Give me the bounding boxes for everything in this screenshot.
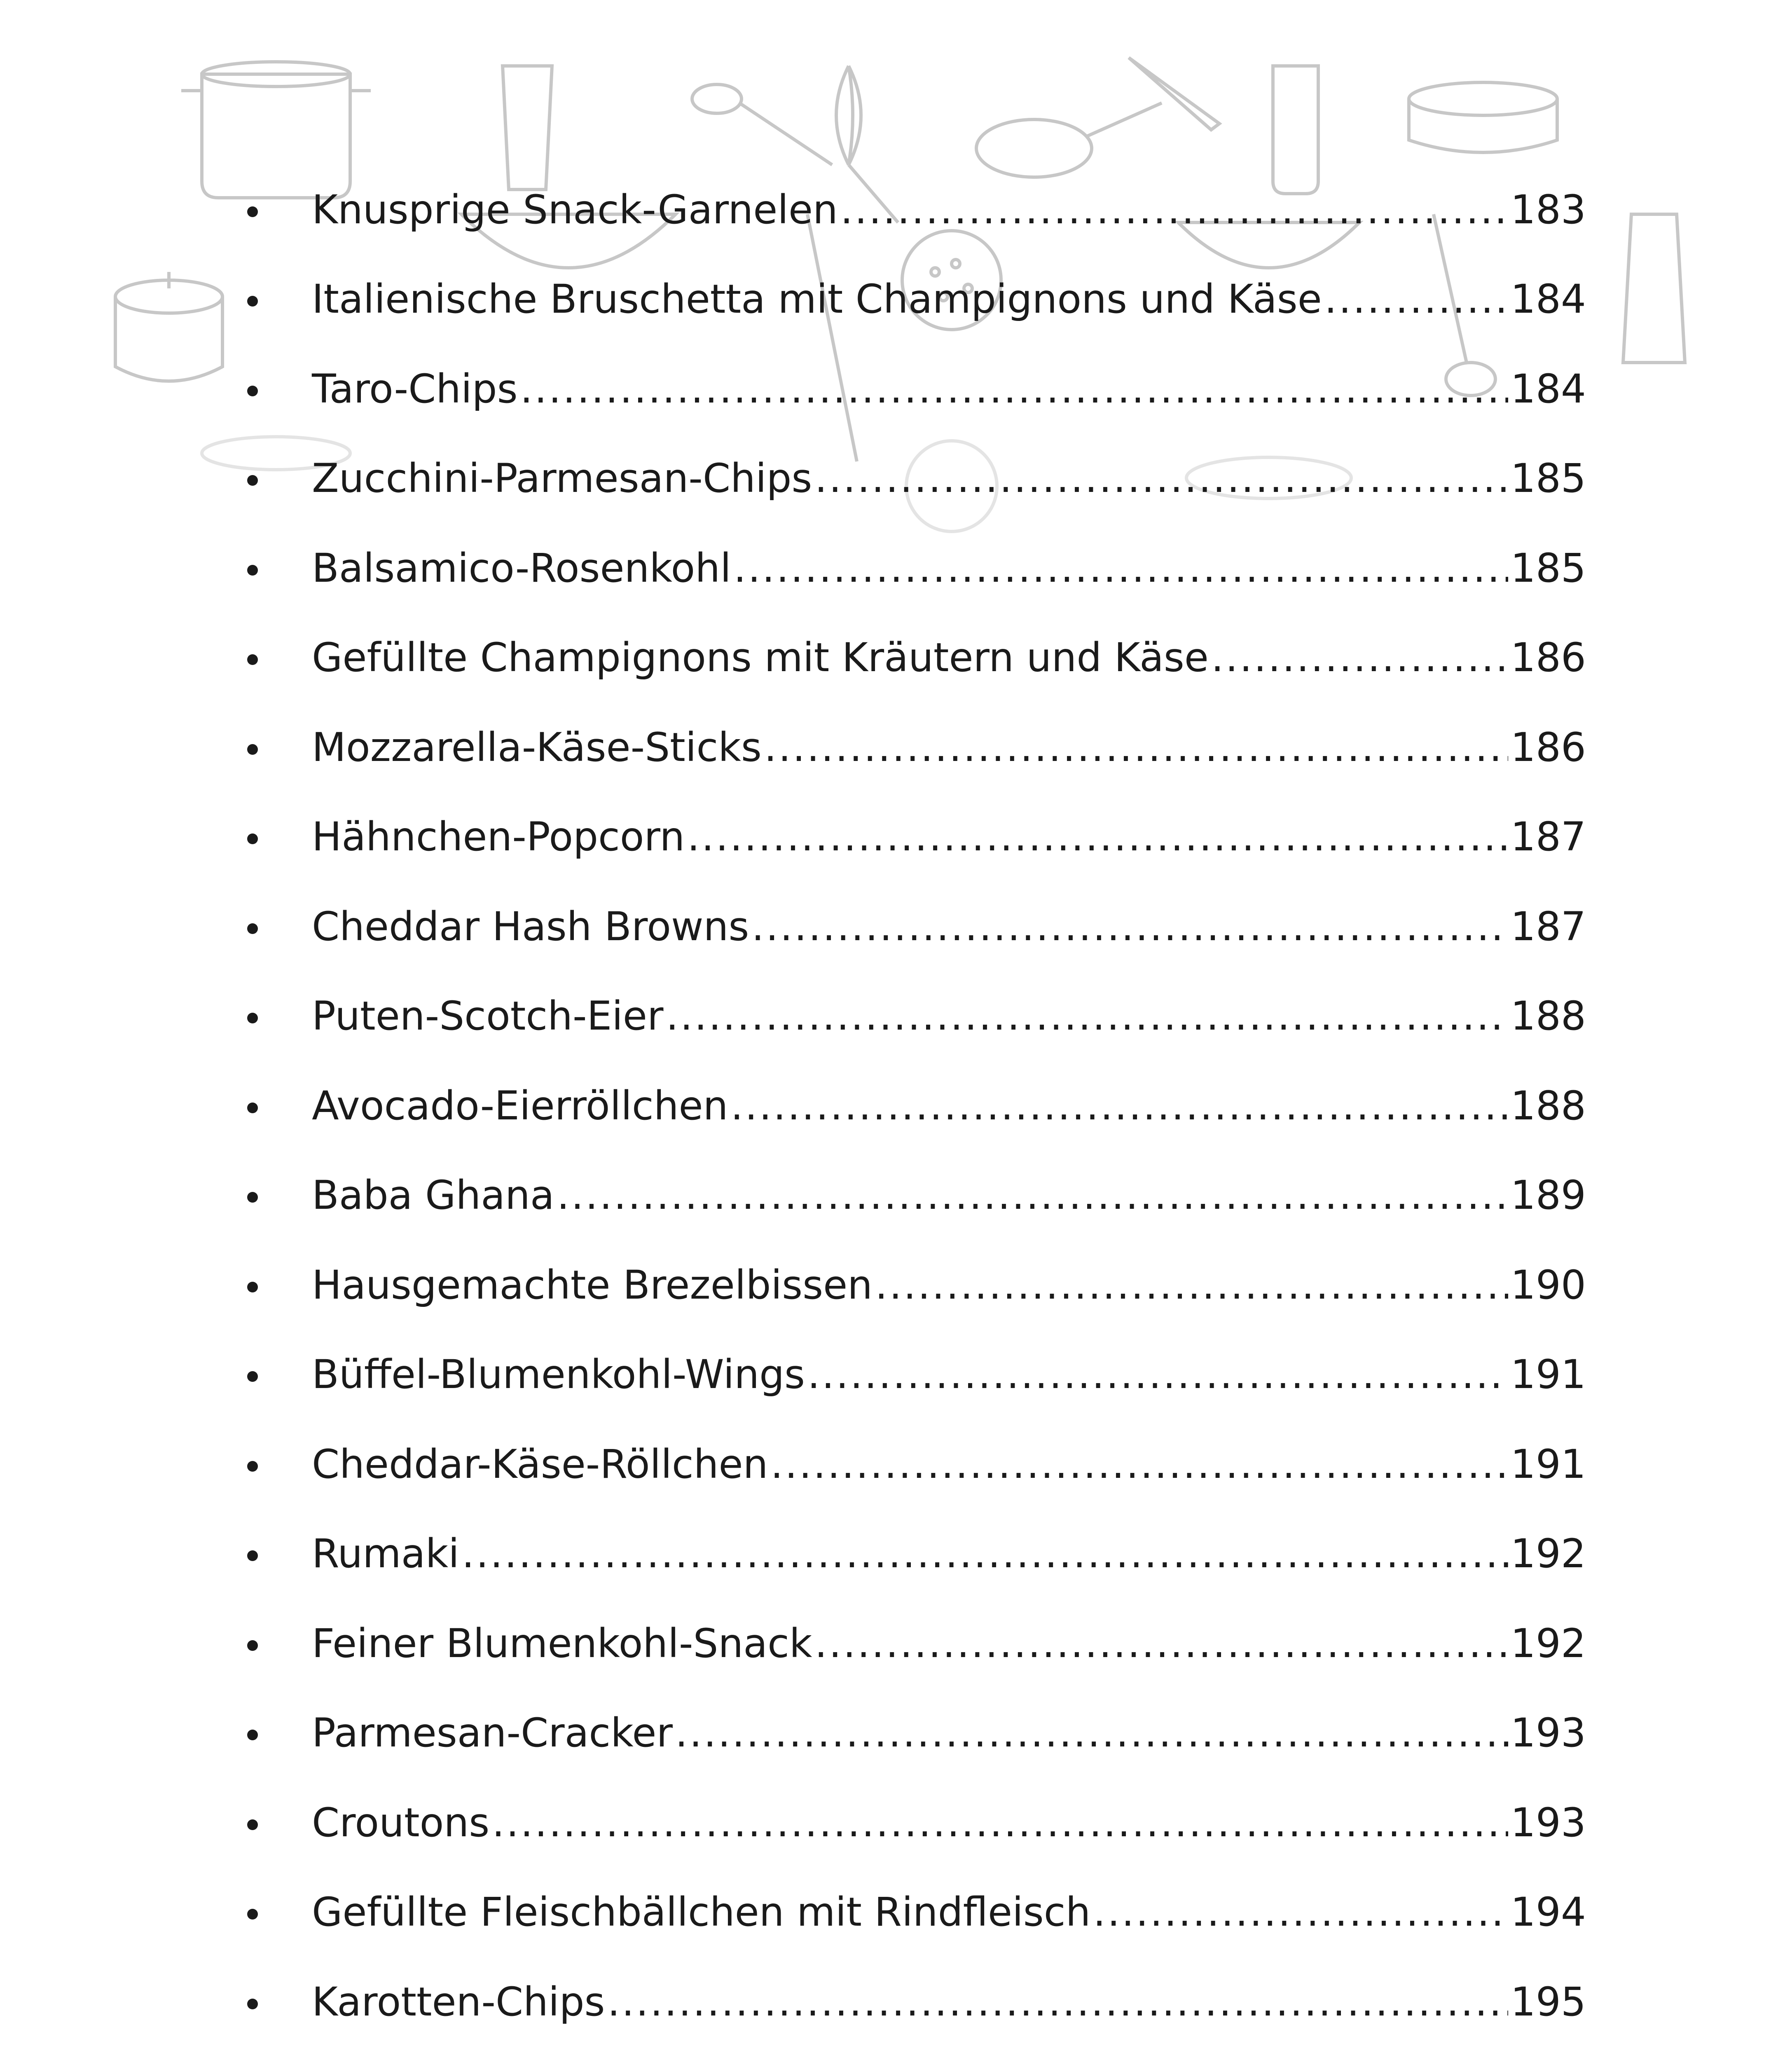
page-number: 186 [1510, 634, 1586, 681]
bullet-icon [247, 386, 258, 396]
page-number: 192 [1510, 1620, 1586, 1667]
dot-leader [492, 1803, 1508, 1842]
bullet-icon [247, 1371, 258, 1382]
toc-title: Italienische Bruschetta mit Champignons und Käse [312, 276, 1322, 323]
dot-leader [734, 548, 1508, 588]
page-number: 187 [1510, 814, 1586, 860]
dot-leader [814, 459, 1508, 498]
toc-entry[interactable] [247, 1240, 1586, 1330]
bullet-icon [247, 1103, 258, 1113]
bullet-icon [247, 296, 258, 307]
toc-link[interactable] [312, 634, 1586, 681]
page-number: 189 [1510, 1172, 1586, 1219]
toc-title: Rumaki [312, 1531, 459, 1577]
dot-leader [751, 907, 1508, 946]
toc-link[interactable] [312, 1889, 1586, 1936]
page-number: 188 [1510, 1082, 1586, 1129]
toc-title: Zucchini-Parmesan-Chips [312, 455, 812, 502]
page-number: 190 [1510, 1262, 1586, 1308]
toc-entry[interactable] [247, 255, 1586, 344]
toc-entry[interactable] [247, 1151, 1586, 1241]
dot-leader [840, 190, 1508, 229]
toc-link[interactable] [312, 545, 1586, 591]
dot-leader [1324, 279, 1508, 319]
toc-title: Parmesan-Cracker [312, 1710, 673, 1756]
dot-leader [770, 1444, 1508, 1484]
page-number: 186 [1510, 724, 1586, 770]
toc-link[interactable] [312, 365, 1586, 412]
toc-title: Hausgemachte Brezelbissen [312, 1262, 873, 1308]
bullet-icon [247, 1461, 258, 1472]
toc-title: Karotten-Chips [312, 1978, 605, 2025]
toc-title: Baba Ghana [312, 1172, 554, 1219]
toc-entry[interactable] [247, 1688, 1586, 1778]
bullet-icon [247, 1282, 258, 1292]
dot-leader [814, 1624, 1508, 1663]
dutch-oven-icon [115, 272, 222, 381]
dot-leader [764, 728, 1508, 767]
toc-entry[interactable] [247, 523, 1586, 613]
page-number: 191 [1510, 1351, 1586, 1398]
toc-entry[interactable] [247, 1778, 1586, 1868]
page-number: 184 [1510, 276, 1586, 323]
dot-leader [875, 1265, 1508, 1305]
bullet-icon [247, 206, 258, 217]
toc-link[interactable] [312, 1799, 1586, 1846]
table-of-contents [247, 165, 1586, 2060]
bullet-icon [247, 1640, 258, 1651]
toc-title: Taro-Chips [312, 365, 518, 412]
toc-title: Gefüllte Champignons mit Kräutern und Käse [312, 634, 1209, 681]
toc-link[interactable] [312, 993, 1586, 1039]
toc-link[interactable] [312, 186, 1586, 233]
dot-leader [730, 1086, 1508, 1126]
toc-link[interactable] [312, 903, 1586, 950]
bullet-icon [247, 1909, 258, 1920]
toc-entry[interactable] [247, 1868, 1586, 1957]
cake-pan-icon [1409, 82, 1557, 152]
bullet-icon [247, 565, 258, 576]
dot-leader [1093, 1892, 1508, 1932]
toc-entry[interactable] [247, 434, 1586, 524]
toc-title: Cheddar Hash Browns [312, 903, 749, 950]
dot-leader [520, 369, 1508, 409]
page-number: 195 [1510, 1978, 1586, 2025]
toc-entry[interactable] [247, 1061, 1586, 1151]
page-number: 183 [1510, 186, 1586, 233]
toc-entry[interactable] [247, 1957, 1586, 2047]
toc-link[interactable] [312, 1262, 1586, 1308]
dot-leader [807, 1355, 1508, 1394]
toc-entry[interactable] [247, 792, 1586, 882]
dot-leader [462, 1534, 1508, 1573]
bullet-icon [247, 1013, 258, 1023]
page-number: 192 [1510, 1531, 1586, 1577]
toc-entry[interactable] [247, 702, 1586, 792]
page-number: 193 [1510, 1710, 1586, 1756]
toc-link[interactable] [312, 1978, 1586, 2025]
page-number: 188 [1510, 993, 1586, 1039]
toc-title: Feiner Blumenkohl-Snack [312, 1620, 812, 1667]
bullet-icon [247, 1192, 258, 1203]
bullet-icon [247, 923, 258, 934]
dot-leader [675, 1713, 1508, 1753]
toc-link[interactable] [312, 1082, 1586, 1129]
toc-title: Büffel-Blumenkohl-Wings [312, 1351, 805, 1398]
toc-entry[interactable] [247, 2047, 1586, 2060]
bullet-icon [247, 744, 258, 755]
knife-icon [1129, 58, 1219, 130]
bullet-icon [247, 1730, 258, 1740]
toc-link[interactable] [312, 1531, 1586, 1577]
spoon-icon [692, 84, 832, 165]
toc-entry[interactable] [247, 165, 1586, 255]
page-number: 191 [1510, 1441, 1586, 1487]
dot-leader [557, 1175, 1508, 1215]
bullet-icon [247, 654, 258, 665]
page-number: 187 [1510, 903, 1586, 950]
bullet-icon [247, 1819, 258, 1830]
toc-link[interactable] [312, 276, 1586, 323]
toc-link[interactable] [312, 1172, 1586, 1219]
page-number: 194 [1510, 1889, 1586, 1936]
toc-entry[interactable] [247, 344, 1586, 434]
page-number: 185 [1510, 455, 1586, 502]
toc-entry[interactable] [247, 613, 1586, 703]
page-number: 193 [1510, 1799, 1586, 1846]
grater-icon [1623, 214, 1685, 363]
toc-title: Avocado-Eierröllchen [312, 1082, 728, 1129]
toc-title: Knusprige Snack-Garnelen [312, 186, 838, 233]
toc-title: Gefüllte Fleischbällchen mit Rindfleisch [312, 1889, 1091, 1936]
toc-title: Mozzarella-Käse-Sticks [312, 724, 762, 770]
bullet-icon [247, 1550, 258, 1561]
toc-entry[interactable] [247, 1509, 1586, 1599]
toc-link[interactable] [312, 724, 1586, 770]
dot-leader [608, 1982, 1508, 2022]
toc-entry[interactable] [247, 1419, 1586, 1509]
dot-leader [687, 817, 1508, 857]
toc-link[interactable] [312, 1620, 1586, 1667]
toc-entry[interactable] [247, 971, 1586, 1061]
toc-title: Balsamico-Rosenkohl [312, 545, 731, 591]
dot-leader [666, 996, 1508, 1036]
page-number: 185 [1510, 545, 1586, 591]
page-number: 184 [1510, 365, 1586, 412]
dot-leader [1211, 638, 1508, 677]
toc-title: Croutons [312, 1799, 490, 1846]
toc-entry[interactable] [247, 882, 1586, 971]
toc-link[interactable] [312, 1710, 1586, 1756]
toc-link[interactable] [312, 814, 1586, 860]
toc-entry[interactable] [247, 1330, 1586, 1420]
bullet-icon [247, 475, 258, 486]
toc-title: Hähnchen-Popcorn [312, 814, 685, 860]
toc-entry[interactable] [247, 1599, 1586, 1688]
toc-link[interactable] [312, 1351, 1586, 1398]
bullet-icon [247, 1999, 258, 2009]
toc-title: Cheddar-Käse-Röllchen [312, 1441, 768, 1487]
toc-link[interactable] [312, 1441, 1586, 1487]
bullet-icon [247, 833, 258, 844]
toc-title: Puten-Scotch-Eier [312, 993, 664, 1039]
toc-link[interactable] [312, 455, 1586, 502]
